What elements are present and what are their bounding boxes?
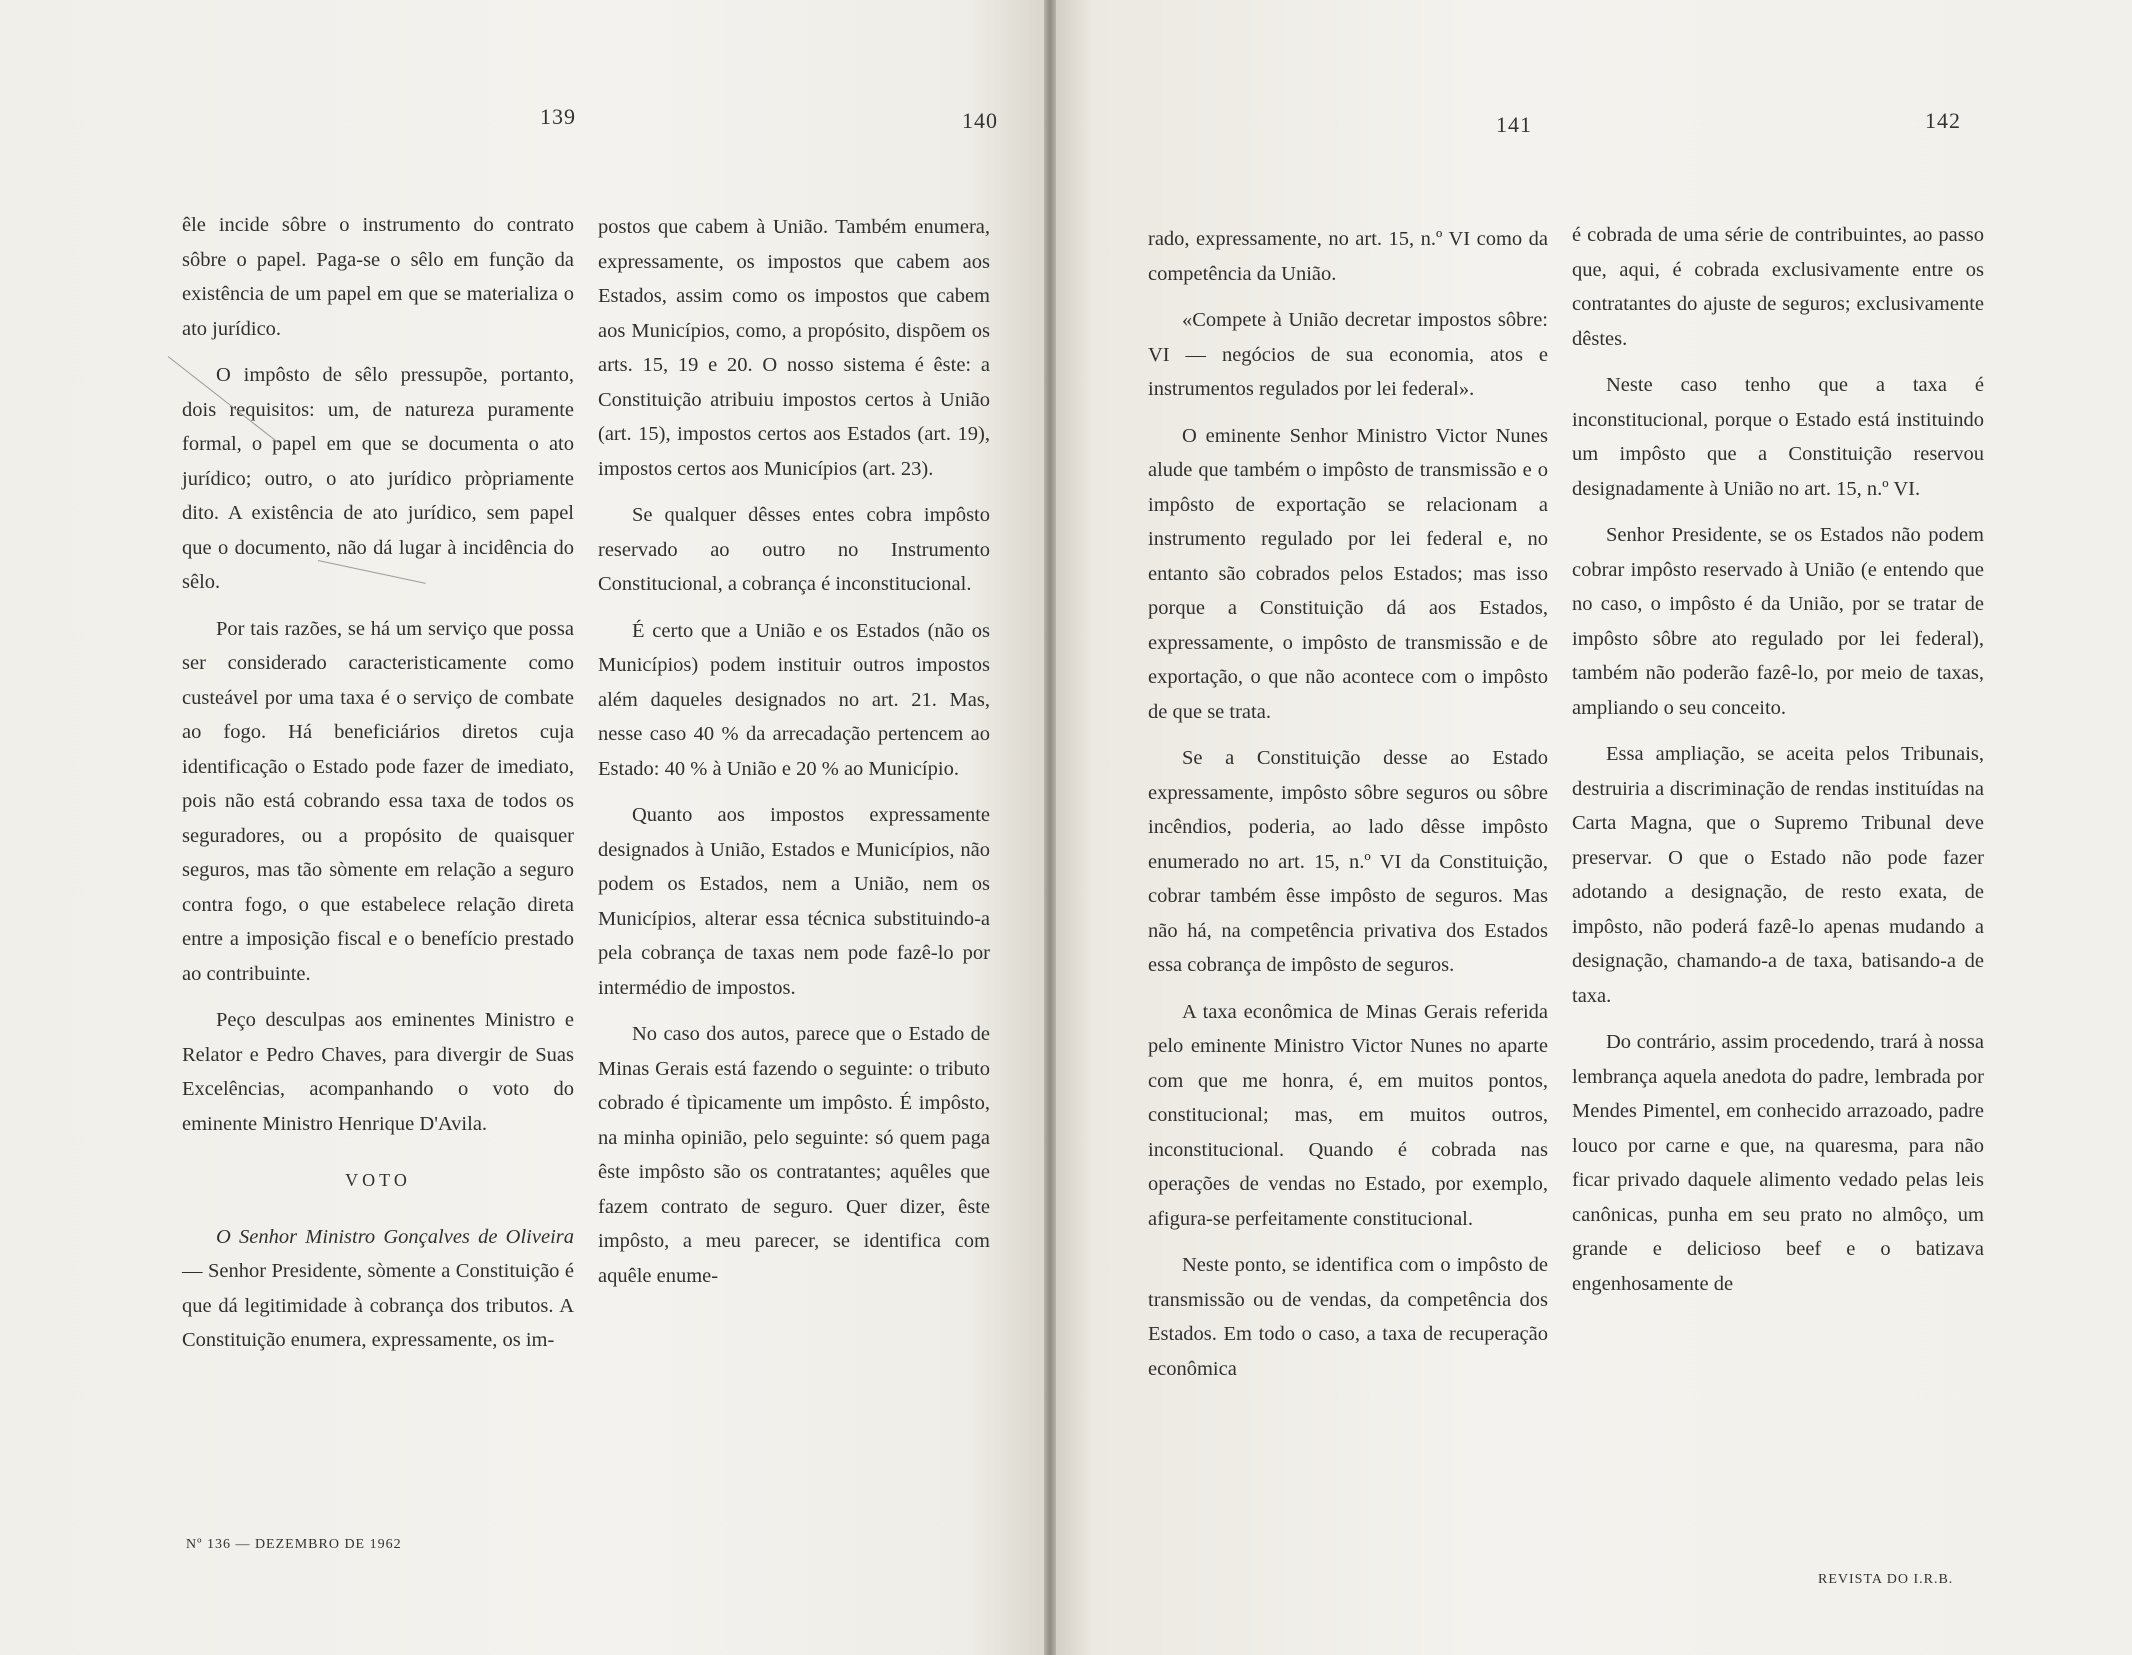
paragraph: Por tais razões, se há um serviço que possa ser considerado caracteristicamente como custeável por uma taxa é o serviço de combate ao fogo. Há beneficiários diretos cuja identificação o Estado pode fazer de imediato, pois não está cobrando essa taxa de todos os seguradores, ou a propósito de quaisquer seguros, mas tão sòmente em relação a seguro contra fogo, o que estabelece relação direta entre a imposição fiscal e o benefício prestado ao contribuinte. [182, 617, 574, 985]
paragraph: postos que cabem à União. Também enumera, expressamente, os impostos que cabem aos Estados, assim como os impostos que cabem aos Municípios, como, a propósito, dispõem os arts. 15, 19 e 20. O nosso sistema é êste: a Constituição atribuiu impostos certos à União (art. 15), impostos certos aos Estados (art. 19), impostos certos aos Municípios (art. 23). [598, 216, 990, 480]
column-page-140 [598, 210, 990, 1305]
voto-text: — Senhor Presidente, sòmente a Constituição é que dá legitimidade à cobrança dos tributos. A Constituição enumera, expressamente, os im- [182, 1260, 574, 1351]
paragraph: Senhor Presidente, se os Estados não podem cobrar impôsto reservado à União (e entendo que no caso, o impôsto é da União, por se tratar de impôsto sôbre ato regulado por lei federal), também não poderão fazê-lo, por meio de taxas, ampliando o seu conceito. [1572, 524, 1984, 719]
paragraph: É certo que a União e os Estados (não os Municípios) podem instituir outros impostos além daqueles designados no art. 21. Mas, nesse caso 40 % da arrecadação pertencem ao Estado: 40 % à União e 20 % ao Município. [598, 619, 990, 780]
paragraph: êle incide sôbre o instrumento do contrato sôbre o papel. Paga-se o sêlo em função da existência de um papel em que se materializa o ato jurídico. [182, 214, 574, 340]
paragraph: Se a Constituição desse ao Estado expressamente, impôsto sôbre seguros ou sôbre incêndios, poderia, ao lado dêsse impôsto enumerado no art. 15, n.º VI da Constituição, cobrar também êsse impôsto de seguros. Mas não há, na competência privativa dos Estados essa cobrança de impôsto de seguros. [1148, 747, 1548, 976]
paragraph: Essa ampliação, se aceita pelos Tribunais, destruiria a discriminação de rendas instituídas na Carta Magna, que o Supremo Tribunal deve preservar. O que o Estado não pode fazer adotando a designação, de resto exata, de impôsto, não poderá fazê-lo apenas mudando a designação, chamando-a de taxa, batisando-a de taxa. [1572, 743, 1984, 1007]
paragraph: O impôsto de sêlo pressupõe, portanto, dois requisitos: um, de natureza puramente formal, o papel em que se documenta o ato jurídico; outro, o ato jurídico pròpriamente dito. A existência de ato jurídico, sem papel que o documento, não dá lugar à incidência do sêlo. [182, 364, 574, 593]
paragraph: Peço desculpas aos eminentes Ministro e Relator e Pedro Chaves, para divergir de Suas Excelências, acompanhando o voto do eminente Ministro Henrique D'Avila. [182, 1009, 574, 1135]
page-number-141: 141 [1496, 112, 1532, 137]
paragraph: Quanto aos impostos expressamente designados à União, Estados e Municípios, não podem os Estados, nem a União, nem os Municípios, alterar essa técnica substituindo-a pela cobrança de taxas nem pode fazê-lo por intermédio de impostos. [598, 804, 990, 999]
paragraph: «Compete à União decretar impostos sôbre: VI — negócios de sua economia, atos e instrumentos regulados por lei federal». [1148, 309, 1548, 400]
column-page-142 [1572, 218, 1984, 1313]
column-page-141 [1148, 222, 1548, 1398]
voto-paragraph [182, 1220, 574, 1358]
page-number-142: 142 [1925, 108, 1961, 133]
column-page-139 [182, 208, 574, 1370]
paragraph: Se qualquer dêsses entes cobra impôsto reservado ao outro no Instrumento Constitucional, a cobrança é inconstitucional. [598, 504, 990, 595]
paragraph: O eminente Senhor Ministro Victor Nunes alude que também o impôsto de transmissão e o impôsto de exportação se relacionam a instrumento regulado por lei federal e, no entanto são cobrados pelos Estados; mas isso porque a Constituição dá aos Estados, expressamente, o impôsto de transmissão e de exportação, o que não acontece com o impôsto de que se trata. [1148, 424, 1548, 723]
voto-speaker: O Senhor Ministro Gonçalves de Oliveira [216, 1225, 574, 1248]
paragraph: A taxa econômica de Minas Gerais referida pelo eminente Ministro Victor Nunes no aparte com que me honra, é, em muitos pontos, constitucional; mas, em muitos outros, inconstitucional. Quando é cobrada nas operações de vendas no Estado, por exemplo, afigura-se perfeitamente constitucional. [1148, 1000, 1548, 1230]
paragraph: Neste ponto, se identifica com o impôsto de transmissão ou de vendas, da competência dos Estados. Em todo o caso, a taxa de recuperação econômica [1148, 1254, 1548, 1380]
page-number-139: 139 [540, 104, 576, 129]
paragraph: Neste caso tenho que a taxa é inconstitucional, porque o Estado está instituindo um impôsto que a Constituição reservou designadamente à União no art. 15, n.º VI. [1572, 374, 1984, 500]
paragraph: é cobrada de uma série de contribuintes, ao passo que, aqui, é cobrada exclusivamente entre os contratantes do ajuste de seguros; exclusivamente dêstes. [1572, 224, 1984, 350]
paragraph: rado, expressamente, no art. 15, n.º VI como da competência da União. [1148, 228, 1548, 285]
paragraph: No caso dos autos, parece que o Estado de Minas Gerais está fazendo o seguinte: o tributo cobrado é tìpicamente um impôsto. É impôsto, na minha opinião, pelo seguinte: só quem paga êste impôsto são os contratantes; aquêles que fazem contrato de seguro. Quer dizer, êste impôsto, a meu parecer, se identifica com aquêle enume- [598, 1023, 990, 1287]
book-gutter [1044, 0, 1056, 1655]
footer-right: REVISTA DO I.R.B. [1818, 1572, 1954, 1587]
voto-heading: VOTO [345, 1170, 411, 1190]
footer-left: Nº 136 — DEZEMBRO DE 1962 [186, 1537, 402, 1552]
page-number-140: 140 [962, 108, 998, 133]
paragraph: Do contrário, assim procedendo, trará à nossa lembrança aquela anedota do padre, lembrada por Mendes Pimentel, em conhecido arrazoado, padre louco por carne e que, na quaresma, para não ficar privado daquele alimento vedado pelas leis canônicas, punha em seu prato no almôço, um grande e delicioso beef e o batizava engenhosamente de [1572, 1031, 1984, 1295]
